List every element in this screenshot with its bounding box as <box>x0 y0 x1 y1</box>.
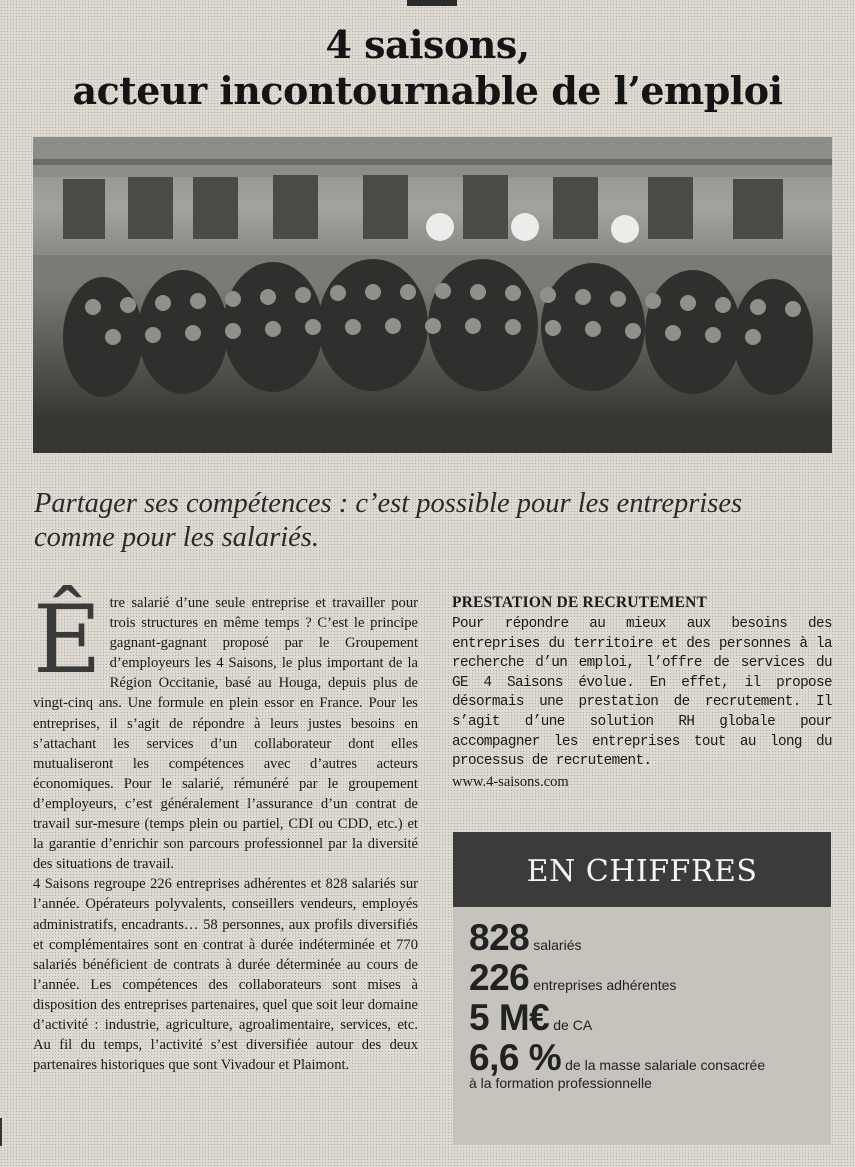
prestation-section <box>452 594 832 791</box>
article-subtitle: Partager ses compétences : c’est possible pour les entreprises comme pour les salariés. <box>34 488 743 553</box>
article-title <box>0 22 855 114</box>
website-url: www.4-saisons.com <box>452 773 569 790</box>
stat-revenue <box>453 997 831 1039</box>
stat-number: 226 <box>469 957 530 998</box>
stat-training <box>453 1037 831 1091</box>
stat-companies <box>453 957 831 999</box>
stat-label: de la masse salariale consacrée <box>565 1057 766 1073</box>
stat-number: 828 <box>469 917 530 958</box>
stat-label: salariés <box>533 937 582 953</box>
top-tab-marker <box>407 0 457 6</box>
article-paragraph-2: 4 Saisons regroupe 226 entreprises adhérentes et 828 salariés sur l’année. Opérateurs polyvalents, conseillers vendeurs, employés administratifs, encadrants… 58 personnes, aux profils diversifiés et complémentaires sont en contrat à durée indéterminée et 770 salariés bénéficient de contrats à durée déterminée au cours de l’année. Les compétences des collaborateurs sont mises à disposition des entreprises partenaires, quel que soit leur domaine d’activité : industrie, agriculture, agroalimentaire, services, etc. Au fil du temps, l’activité s’est diversifiée autour des deux partenaires historiques que sont Vivadour et Plaimont. <box>33 876 418 1074</box>
key-figures-box <box>453 832 831 1145</box>
stat-employees <box>453 917 831 959</box>
title-line-1: 4 saisons, <box>325 22 530 67</box>
title-line-2: acteur incontournable de l’emploi <box>72 68 783 113</box>
stat-number: 6,6 % <box>469 1037 562 1078</box>
stat-label-continued: à la formation professionnelle <box>469 1075 652 1091</box>
key-figures-heading: EN CHIFFRES <box>453 832 831 907</box>
article-paragraph-1: tre salarié d’une seule entreprise et travailler pour trois structures en même temps ? C’est le principe gagnant-gagnant proposé par le Groupement d’employeurs les 4 Saisons, le plus important de la Région Occitanie, basé au Houga, depuis plus de vingt-cinq ans. Une formule en plein essor en France. Pour les entreprises, il s’agit de répondre à leurs justes besoins en s’attachant les services d’un collaborateur dont elles mutualiseront les compétences avec d’autres acteurs économiques. Pour le salarié, rémunéré par le groupement d’employeurs, c’est généralement l’assurance d’un contrat de travail sur-mesure (temps plein ou partiel, CDI ou CDD, etc.) et la garantie d’enrichir son parcours professionnel par la diversité des situations de travail. <box>33 595 418 873</box>
group-photo-illustration <box>33 137 832 453</box>
dropcap-letter: Ê <box>33 586 102 695</box>
stat-number: 5 M€ <box>469 997 550 1038</box>
group-photo <box>33 137 832 453</box>
stat-label: de CA <box>553 1017 593 1033</box>
stat-label: entreprises adhérentes <box>533 977 677 993</box>
article-body <box>33 586 418 1075</box>
page-edge-mark <box>0 1118 10 1146</box>
prestation-body: Pour répondre au mieux aux besoins des entreprises du territoire et des personnes à la recherche d’un emploi, l’offre de services du GE 4 Saisons évolue. En effet, il propose désormais une prestation de recrutement. Il s’agit d’une solution RH globale pour accompagner les entreprises tout au long du processus de recrutement. <box>452 616 832 770</box>
prestation-heading: PRESTATION DE RECRUTEMENT <box>452 594 708 611</box>
